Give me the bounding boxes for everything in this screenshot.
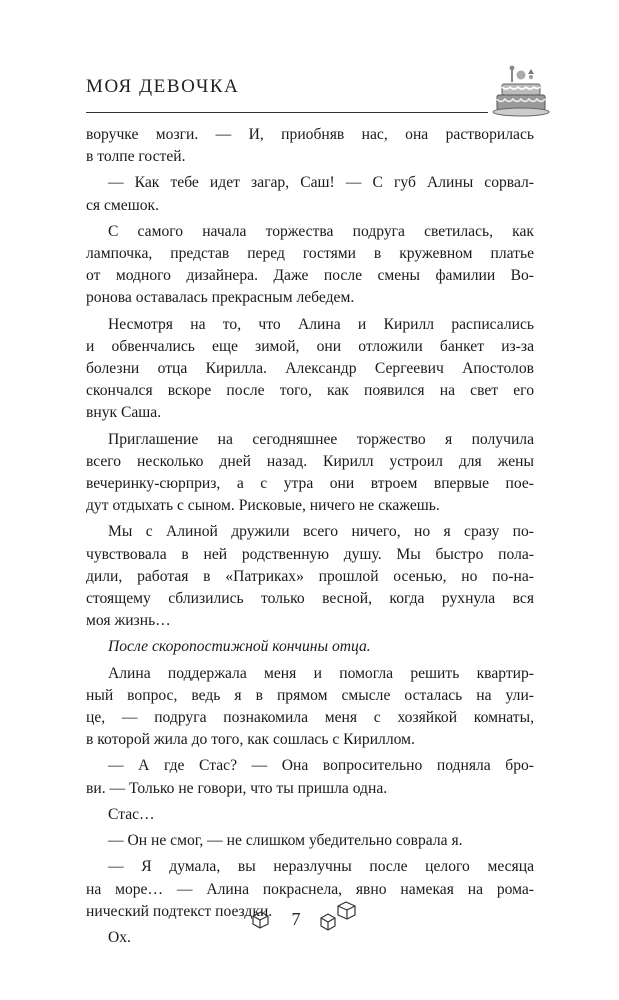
text-line: ся смешок.: [86, 196, 159, 214]
text-line: — Как тебе идет загар, Саш! — С губ Алины сорвал-: [108, 174, 534, 192]
text-line: стоящему сблизились только весной, когда рухнула вся: [86, 590, 534, 608]
page-footer: [0, 897, 619, 937]
text-line: всего несколько дней назад. Кирилл устроил для жены: [86, 452, 534, 470]
text-line: воручке мозги. — И, приобняв нас, она растворилась: [86, 126, 534, 143]
text-line: — А где Стас? — Она вопросительно подняла бро-: [108, 757, 534, 775]
text-line: вечеринку-сюрприз, а с утра они втроем впервые пое-: [86, 475, 534, 493]
running-header-title: МОЯ ДЕВОЧКА: [86, 76, 240, 97]
text-line: Алина поддержала меня и помогла решить квартир-: [108, 664, 534, 682]
cake-icon: [490, 62, 552, 124]
cube-icon: [249, 909, 271, 931]
text-line: После скоропостижной кончины отца.: [108, 638, 371, 656]
text-line: дили, работая в «Патриках» прошлой осенью, но по-на-: [86, 567, 534, 585]
text-line: нический подтекст поездки.: [86, 902, 273, 920]
text-line: ный вопрос, ведь я в прямом смысле осталась на ули-: [86, 686, 534, 704]
text-line: моя жизнь…: [86, 612, 171, 630]
text-line: на море… — Алина покраснела, явно намекая на рома-: [86, 880, 534, 898]
text-line: скончался вскоре после того, как появился на свет его: [86, 382, 534, 400]
text-line: чувствовала в ней родственную душу. Мы быстро пола-: [86, 545, 534, 563]
body-text: [86, 124, 534, 949]
text-line: дут отдыхать с сыном. Рисковые, ничего не скажешь.: [86, 497, 440, 515]
text-line: — Он не смог, — не слишком убедительно соврала я.: [108, 832, 463, 850]
text-line: внук Саша.: [86, 404, 162, 422]
text-line: и обвенчались еще зимой, они отложили банкет из-за: [86, 337, 534, 355]
text-line: С самого начала торжества подруга светилась, как: [108, 222, 534, 240]
text-line: Приглашение на сегодняшнее торжество я получила: [108, 430, 534, 448]
header-rule: [86, 112, 488, 113]
text-line: от модного дизайнера. Даже после смены фамилии Во-: [86, 267, 534, 285]
text-line: ронова оставалась прекрасным лебедем.: [86, 289, 355, 307]
text-line: Ох.: [108, 928, 131, 946]
page-number: 7: [291, 909, 301, 929]
text-line: в толпе гостей.: [86, 148, 186, 166]
text-line: болезни отца Кирилла. Александр Сергеевич Апостолов: [86, 360, 534, 378]
text-line: — Я думала, вы неразлучны после целого месяца: [108, 858, 534, 876]
text-line: це, — подруга познакомила меня с хозяйкой комнаты,: [86, 709, 534, 727]
text-line: лампочка, представ перед гостями в кружевном платье: [86, 245, 534, 263]
two-cubes-icon: [318, 899, 360, 933]
text-line: Несмотря на то, что Алина и Кирилл расписались: [108, 315, 534, 333]
text-line: Мы с Алиной дружили всего ничего, но я сразу по-: [108, 523, 534, 541]
text-line: в которой жила до того, как сошлась с Кириллом.: [86, 731, 415, 749]
text-line: Стас…: [108, 805, 155, 823]
text-line: ви. — Только не говори, что ты пришла одна.: [86, 779, 388, 797]
